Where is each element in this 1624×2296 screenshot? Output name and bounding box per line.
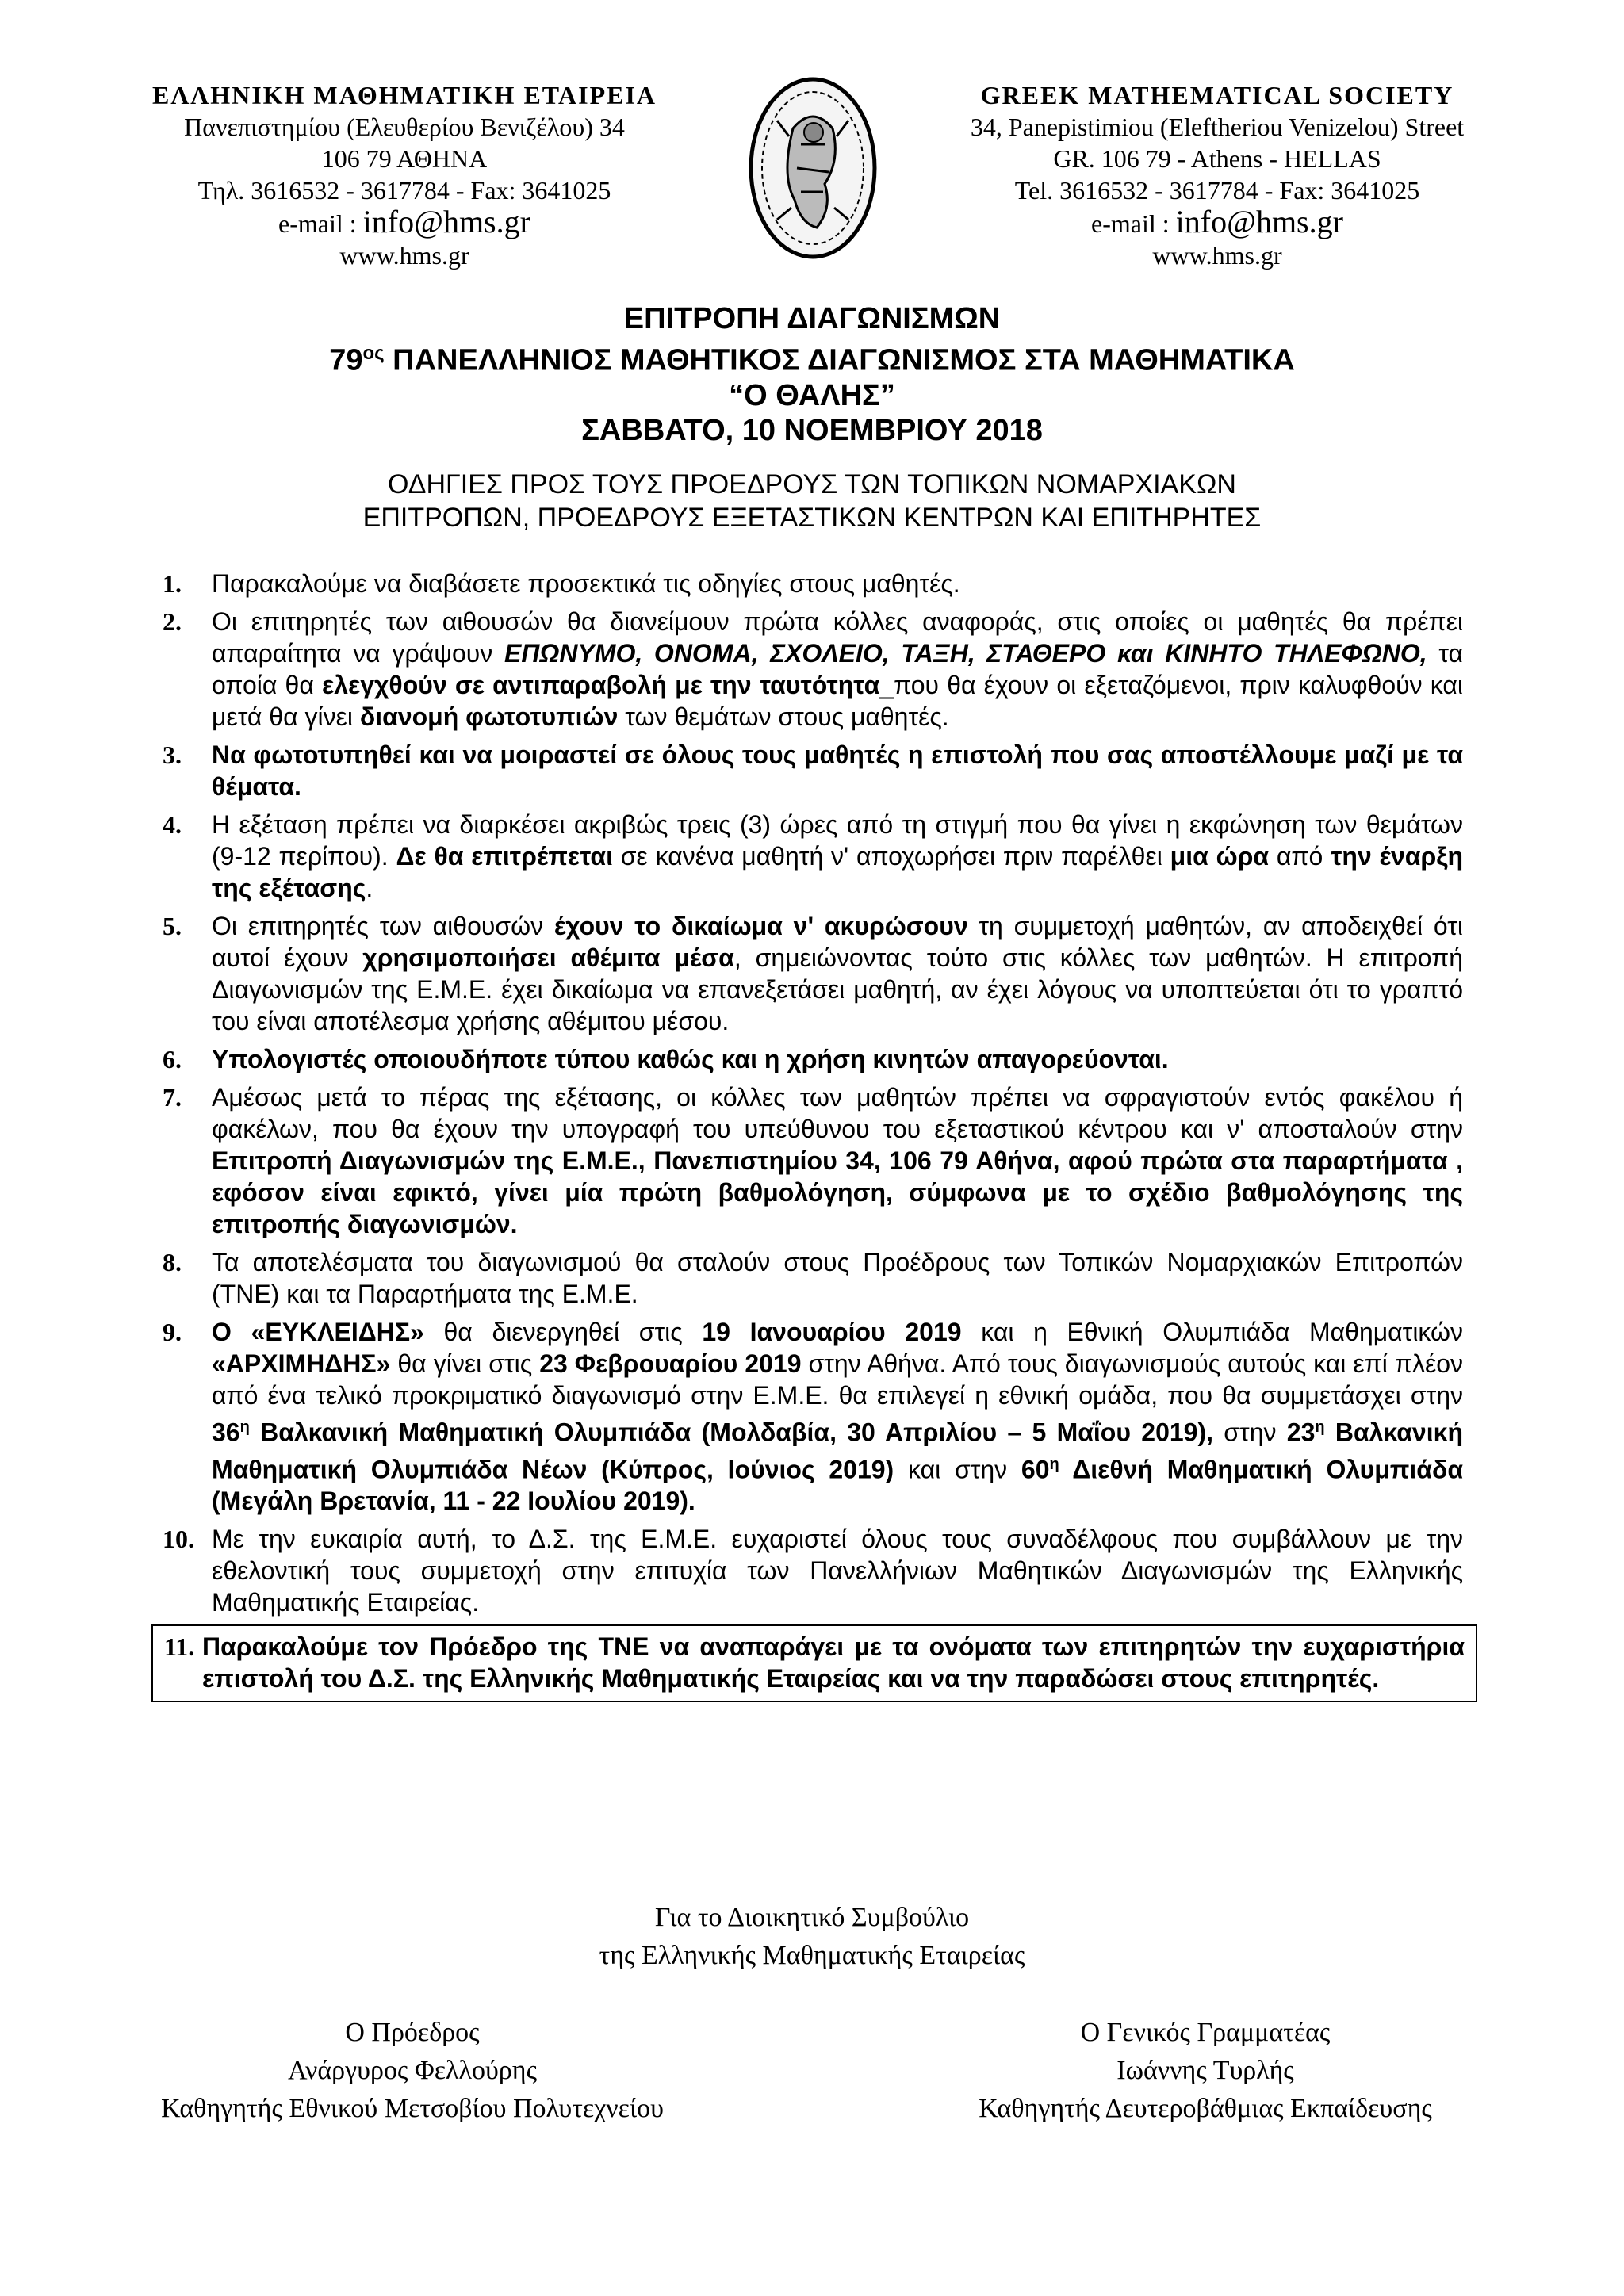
item-text: θα γίνει στις [390, 1349, 540, 1378]
signature-name: Ιωάννης Τυρλής [1116, 2056, 1294, 2085]
item-emphasis: Διεθνή Μαθηματική Ολυμπιάδα (Μεγάλη Βρετανία, 11 - 22 Ιουλίου 2019). [212, 1455, 1464, 1516]
item-number: 10. [163, 1525, 194, 1554]
item-text: , σημειώνοντας τούτο στις κόλλες των μαθητών. Η επιτροπή Διαγωνισμών της Ε.Μ.Ε. έχει δικαίωμα να επανεξετάσει μαθητή, αν έχει λόγους να υποπτεύεται ότι το γραπτό του είναι αποτέλεσμα χρήσης αθέμιτου μέσου. [212, 943, 1464, 1035]
list-item [163, 1316, 1463, 1517]
city-greek: 106 79 ΑΘΗΝΑ [321, 144, 488, 173]
email-link[interactable]: info@hms.gr [362, 204, 530, 239]
item-emphasis: 23 Φεβρουαρίου 2019 [539, 1349, 802, 1378]
item-emphasis: Επιτροπή Διαγωνισμών της Ε.Μ.Ε., Πανεπιστημίου 34, 106 79 Αθήνα, αφού πρώτα στα παραρτήματα , εφόσον είναι εφικτό, γίνει μία πρώτη βαθμολόγηση, σύμφωνα με το σχέδιο βαθμολόγησης της επιτροπής διαγωνισμών. [212, 1146, 1463, 1238]
item-text: τη συμμετοχή μαθητών, αν αποδειχθεί ότι αυτοί έχουν [212, 912, 1464, 972]
signature-title: Καθηγητής Δευτεροβάθμιας Εκπαίδευσης [979, 2094, 1432, 2123]
list-item [163, 910, 1463, 1037]
signature-secretary [888, 2014, 1522, 2128]
item-text: . [366, 874, 373, 902]
item-emphasis: την έναρξη της εξέτασης [212, 842, 1464, 902]
signature-role: Ο Πρόεδρος [345, 2018, 480, 2047]
phone-english: Tel. 3616532 - 3617784 - Fax: 3641025 [1014, 176, 1420, 205]
ordinal-superscript: η [1049, 1455, 1059, 1473]
item-number: 9. [163, 1318, 182, 1346]
phone-greek: Τηλ. 3616532 - 3617784 - Fax: 3641025 [197, 176, 611, 205]
item-text: Παρακαλούμε να διαβάσετε προσεκτικά τις οδηγίες στους μαθητές. [212, 569, 960, 598]
title-number: 79 [329, 343, 363, 377]
document-title [119, 301, 1505, 448]
signature-title: Καθηγητής Εθνικού Μετσοβίου Πολυτεχνείου [161, 2094, 664, 2123]
title-date: ΣΑΒΒΑΤΟ, 10 ΝΟΕΜΒΡΙΟΥ 2018 [581, 413, 1043, 447]
list-item [163, 1523, 1463, 1618]
item-emphasis: 60 [1021, 1455, 1050, 1484]
address-english: 34, Panepistimiou (Eleftheriou Venizelou) Street [970, 113, 1465, 141]
item-text: Τα αποτελέσματα του διαγωνισμού θα σταλούν στους Προέδρους των Τοπικών Νομαρχιακών Επιτροπών (ΤΝΕ) και τα Παραρτήματα της Ε.Μ.Ε. [212, 1248, 1463, 1308]
item-emphasis: Βαλκανική Μαθηματική Ολυμπιάδα Νέων (Κύπρος, Ιούνιος 2019) [212, 1418, 1464, 1484]
title-committee: ΕΠΙΤΡΟΠΗ ΔΙΑΓΩΝΙΣΜΩΝ [623, 302, 1001, 335]
closing-line-2: της Ελληνικής Μαθηματικής Εταιρείας [599, 1941, 1025, 1970]
title-thales: “Ο ΘΑΛΗΣ” [729, 378, 895, 412]
item-text: Υπολογιστές οποιουδήποτε τύπου καθώς και η χρήση κινητών απαγορεύονται. [212, 1045, 1169, 1073]
boxed-list-item [151, 1624, 1477, 1702]
item-emphasis: Ο «ΕΥΚΛΕΙΔΗΣ» [212, 1318, 424, 1346]
item-text: και η Εθνική Ολυμπιάδα Μαθηματικών [961, 1318, 1464, 1346]
signature-president [95, 2014, 730, 2128]
closing-block [119, 1899, 1505, 1975]
item-emphasis: ελεγχθούν σε αντιπαραβολή με την ταυτότητα [322, 671, 880, 699]
address-greek: Πανεπιστημίου (Ελευθερίου Βενιζέλου) 34 [184, 113, 625, 141]
item-number: 11. [164, 1632, 195, 1662]
item-text: Αμέσως μετά το πέρας της εξέτασης, οι κόλλες των μαθητών πρέπει να σφραγιστούν εντός φακέλου ή φακέλων, που θα έχουν την υπογραφή του υπεύθυνου του εξεταστικού κέντρου και ν' αποσταλούν στην [212, 1083, 1463, 1143]
title-superscript: ος [362, 342, 385, 364]
item-text: Με την ευκαιρία αυτή, το Δ.Σ. της Ε.Μ.Ε. ευχαριστεί όλους τους συναδέλφους που συμβάλλουν με την εθελοντική τους συμμετοχή στην επιτυχία των Πανελλήνιων Μαθητικών Διαγωνισμών της Ελληνικής Μαθηματικής Εταιρείας. [212, 1525, 1463, 1617]
email-link[interactable]: info@hms.gr [1175, 204, 1343, 239]
header-left [119, 79, 690, 271]
item-emphasis: μια ώρα [1170, 842, 1270, 871]
org-name-greek: ΕΛΛΗΝΙΚΗ ΜΑΘΗΜΑΤΙΚΗ ΕΤΑΙΡΕΙΑ [151, 81, 657, 109]
item-text: Οι επιτηρητές των αιθουσών [212, 912, 554, 940]
city-english: GR. 106 79 - Athens - HELLAS [1053, 144, 1381, 173]
item-number: 5. [163, 912, 182, 940]
closing-line-1: Για το Διοικητικό Συμβούλιο [654, 1903, 970, 1932]
list-item [163, 809, 1463, 904]
ordinal-superscript: η [1315, 1418, 1325, 1436]
website-english[interactable]: www.hms.gr [1152, 241, 1282, 270]
list-item [163, 606, 1463, 733]
item-number: 8. [163, 1248, 182, 1276]
email-label: e-mail : [278, 209, 363, 238]
list-item [163, 1043, 1463, 1075]
item-text: στην [1213, 1418, 1287, 1447]
item-text: σε κανένα μαθητή ν' αποχωρήσει πριν παρέλθει [612, 842, 1170, 871]
item-text: _που θα έχουν οι εξεταζόμενοι, πριν καλυφθούν και μετά θα γίνει [212, 671, 1464, 731]
item-text: από [1269, 842, 1331, 871]
list-item [163, 1081, 1463, 1240]
item-emphasis: διανομή φωτοτυπιών [359, 702, 619, 731]
item-emphasis: Βαλκανική Μαθηματική Ολυμπιάδα (Μολδαβία, 30 Απριλίου – 5 Μαΐου 2019), [249, 1418, 1214, 1447]
list-item [163, 739, 1463, 802]
list-item [163, 1246, 1463, 1310]
item-number: 1. [163, 569, 182, 598]
item-number: 2. [163, 607, 182, 636]
email-english [932, 206, 1503, 239]
email-label: e-mail : [1091, 209, 1176, 238]
item-text: και στην [894, 1455, 1021, 1484]
item-number: 4. [163, 810, 182, 839]
signature-role: Ο Γενικός Γραμματέας [1080, 2018, 1331, 2047]
header-right [932, 79, 1503, 271]
item-number: 3. [163, 740, 182, 769]
item-text: Να φωτοτυπηθεί και να μοιραστεί σε όλους τους μαθητές η επιστολή που σας αποστέλλουμε μαζί με τα θέματα. [212, 740, 1463, 801]
society-seal [745, 73, 880, 263]
email-greek [119, 206, 690, 239]
item-text: στην Αθήνα. Από τους διαγωνισμούς αυτούς και επί πλέον από ένα τελικό προκριματικό διαγωνισμό στην Ε.Μ.Ε. θα επιλεγεί η εθνική ομάδα, που θα συμμετάσχει στην [212, 1349, 1464, 1410]
list-item [163, 568, 1463, 599]
title-competition [119, 336, 1505, 378]
signature-name: Ανάργυρος Φελλούρης [287, 2056, 538, 2085]
subtitle-line-1: ΟΔΗΓΙΕΣ ΠΡΟΣ ΤΟΥΣ ΠΡΟΕΔΡΟΥΣ ΤΩΝ ΤΟΠΙΚΩΝ ΝΟΜΑΡΧΙΑΚΩΝ [388, 469, 1236, 499]
item-text: Η εξέταση πρέπει να διαρκέσει ακριβώς τρεις (3) ώρες από τη στιγμή που θα γίνει η εκφώνηση των θεμάτων (9-12 περίπου). [212, 810, 1463, 871]
item-emphasis: Δε θα επιτρέπεται [396, 842, 613, 871]
item-emphasis: ΕΠΩΝΥΜΟ, ΟΝΟΜΑ, ΣΧΟΛΕΙΟ, ΤΑΞΗ, ΣΤΑΘΕΡΟ και ΚΙΝΗΤΟ ΤΗΛΕΦΩΝΟ, [504, 639, 1427, 668]
item-text: Οι επιτηρητές των αιθουσών θα διανείμουν πρώτα κόλλες αναφοράς, στις οποίες οι μαθητές θα πρέπει απαραίτητα να γράψουν [212, 607, 1463, 668]
item-emphasis: 23 [1286, 1418, 1316, 1447]
item-text: Παρακαλούμε τον Πρόεδρο της ΤΝΕ να αναπαράγει με τα ονόματα των επιτηρητών την ευχαριστήρια επιστολή του Δ.Σ. της Ελληνικής Μαθηματικής Εταιρείας και να την παραδώσει στους επιτηρητές. [202, 1632, 1465, 1693]
item-number: 6. [163, 1045, 182, 1073]
item-text: τα οποία θα [212, 639, 1464, 699]
title-competition-text: ΠΑΝΕΛΛΗΝΙΟΣ ΜΑΘΗΤΙΚΟΣ ΔΙΑΓΩΝΙΣΜΟΣ ΣΤΑ ΜΑΘΗΜΑΤΙΚΑ [384, 343, 1295, 377]
subtitle-line-2: ΕΠΙΤΡΟΠΩΝ, ΠΡΟΕΔΡΟΥΣ ΕΞΕΤΑΣΤΙΚΩΝ ΚΕΝΤΡΩΝ ΚΑΙ ΕΠΙΤΗΡΗΤΕΣ [362, 503, 1262, 533]
instructions-list [163, 568, 1463, 1709]
ordinal-superscript: η [239, 1418, 250, 1436]
item-emphasis: χρησιμοποιήσει αθέμιτα μέσα [362, 943, 734, 972]
org-name-english: GREEK MATHEMATICAL SOCIETY [980, 81, 1454, 109]
item-emphasis: 36 [212, 1418, 240, 1447]
item-text: θα διενεργηθεί στις [423, 1318, 703, 1346]
item-emphasis: 19 Ιανουαρίου 2019 [702, 1318, 962, 1346]
item-number: 7. [163, 1083, 182, 1112]
item-emphasis: «ΑΡΧΙΜΗΔΗΣ» [212, 1349, 391, 1378]
item-emphasis: έχουν το δικαίωμα ν' ακυρώσουν [553, 912, 968, 940]
document-subtitle [119, 468, 1505, 534]
item-text: των θεμάτων στους μαθητές. [618, 702, 949, 731]
website-greek[interactable]: www.hms.gr [339, 241, 469, 270]
